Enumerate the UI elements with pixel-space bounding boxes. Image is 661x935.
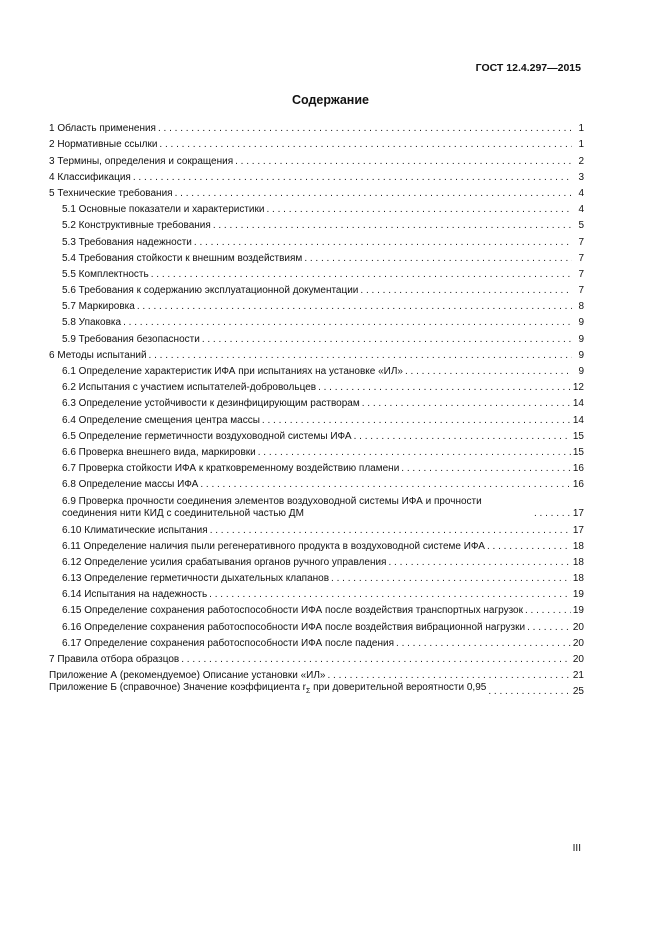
toc-entry-page: 5 bbox=[578, 220, 584, 232]
document-number: ГОСТ 12.4.297—2015 bbox=[475, 62, 581, 74]
toc-entry bbox=[49, 378, 584, 394]
toc-leader-dots bbox=[158, 123, 572, 135]
toc-entry bbox=[49, 200, 584, 216]
toc-entry-title: 1 Область применения bbox=[49, 123, 156, 135]
toc-leader-dots bbox=[388, 557, 570, 569]
toc-entry-page: 15 bbox=[572, 446, 584, 458]
toc-entry-title: 5.8 Упаковка bbox=[62, 317, 122, 329]
toc-leader-dots bbox=[262, 415, 571, 427]
toc-entry bbox=[49, 553, 584, 569]
toc-entry-title: 2 Нормативные ссылки bbox=[49, 139, 158, 151]
toc-leader-dots bbox=[534, 508, 571, 520]
toc-entry bbox=[49, 617, 584, 633]
toc-entry bbox=[49, 249, 584, 265]
toc-entry-page: 4 bbox=[578, 204, 584, 216]
toc-entry bbox=[49, 410, 584, 426]
toc-entry bbox=[49, 491, 584, 520]
toc-entry bbox=[49, 265, 584, 281]
toc-entry-page: 19 bbox=[572, 605, 584, 617]
toc-entry-title: 5.1 Основные показатели и характеристики bbox=[62, 204, 265, 216]
toc-entry bbox=[49, 569, 584, 585]
toc-entry-page: 25 bbox=[572, 686, 584, 698]
toc-entry-title: 5.3 Требования надежности bbox=[62, 236, 192, 248]
toc-entry bbox=[49, 443, 584, 459]
toc-leader-dots bbox=[200, 479, 571, 491]
toc-entry-page: 2 bbox=[578, 155, 584, 167]
toc-entry-page: 14 bbox=[572, 414, 584, 426]
toc-entry-title: 6.13 Определение герметичности дыхательных клапанов bbox=[62, 573, 330, 585]
toc-leader-dots bbox=[194, 237, 572, 249]
toc-entry-page: 17 bbox=[572, 524, 584, 536]
toc-entry-page: 7 bbox=[578, 236, 584, 248]
toc-entry-page: 1 bbox=[578, 123, 584, 135]
toc-entry bbox=[49, 346, 584, 362]
toc-leader-dots bbox=[488, 686, 571, 698]
toc-entry bbox=[49, 537, 584, 553]
toc-entry-page: 9 bbox=[578, 349, 584, 361]
toc-entry bbox=[49, 313, 584, 329]
toc-entry-title: 6.8 Определение массы ИФА bbox=[62, 479, 199, 491]
toc-entry bbox=[49, 634, 584, 650]
toc-entry-page: 16 bbox=[572, 463, 584, 475]
toc-entry bbox=[49, 216, 584, 232]
toc-entry-page: 8 bbox=[578, 301, 584, 313]
toc-entry-title: 6.6 Проверка внешнего вида, маркировки bbox=[62, 446, 256, 458]
toc-entry-title: 5.7 Маркировка bbox=[62, 301, 135, 313]
toc-leader-dots bbox=[213, 220, 572, 232]
toc-entry bbox=[49, 232, 584, 248]
toc-entry-page: 17 bbox=[572, 508, 584, 520]
toc-entry-page: 9 bbox=[578, 366, 584, 377]
toc-entry-page: 3 bbox=[578, 171, 584, 183]
toc-entry-title: 6.3 Определение устойчивости к дезинфицирующим растворам bbox=[62, 398, 360, 410]
toc-entry bbox=[49, 362, 584, 378]
toc-entry-title: Приложение А (рекомендуемое) Описание установки «ИЛ» bbox=[49, 670, 326, 682]
toc-entry bbox=[49, 585, 584, 601]
toc-entry bbox=[49, 650, 584, 666]
toc-leader-dots bbox=[149, 350, 572, 362]
toc-leader-dots bbox=[133, 172, 572, 184]
toc-entry-title: 6.16 Определение сохранения работоспособности ИФА после воздействия вибрационной нагрузки bbox=[62, 621, 526, 633]
toc-entry-title: 6 Методы испытаний bbox=[49, 349, 147, 361]
toc-leader-dots bbox=[527, 622, 571, 634]
toc-entry-title: 6.14 Испытания на надежность bbox=[62, 589, 208, 601]
toc-entry-page: 16 bbox=[572, 479, 584, 491]
toc-entry-page: 15 bbox=[572, 430, 584, 442]
toc-entry bbox=[49, 682, 584, 698]
toc-leader-dots bbox=[210, 525, 571, 537]
toc-entry-title: 5.5 Комплектность bbox=[62, 268, 149, 280]
toc-entry-page: 1 bbox=[578, 139, 584, 151]
toc-entry-page: 14 bbox=[572, 398, 584, 410]
toc-entry-title: 6.9 Проверка прочности соединения элементов воздуховодной системы ИФА и прочности соединения нити КИД с соединительной частью ДМ bbox=[62, 496, 482, 520]
toc-entry bbox=[49, 520, 584, 536]
toc-leader-dots bbox=[487, 541, 571, 553]
toc-leader-dots bbox=[327, 670, 570, 682]
toc-leader-dots bbox=[137, 301, 572, 313]
toc-entry bbox=[49, 297, 584, 313]
toc-leader-dots bbox=[235, 156, 572, 168]
toc-entry-title: Приложение Б (справочное) Значение коэффициента $r_\Sigma$ при доверительной вероятности 0,95 bbox=[49, 682, 487, 696]
toc-leader-dots bbox=[202, 334, 572, 346]
toc-entry bbox=[49, 601, 584, 617]
toc-entry-title: 6.11 Определение наличия пыли регенеративного продукта в воздуховодной системе ИФА bbox=[62, 540, 485, 552]
toc-entry-title: 5.2 Конструктивные требования bbox=[62, 220, 211, 232]
toc-entry-title: 6.10 Климатические испытания bbox=[62, 524, 208, 536]
toc-leader-dots bbox=[258, 447, 571, 459]
toc-entry-page: 18 bbox=[572, 556, 584, 568]
toc-entry-title: 4 Классификация bbox=[49, 171, 131, 183]
toc-entry-page: 18 bbox=[572, 573, 584, 585]
toc-entry-title: 7 Правила отбора образцов bbox=[49, 654, 180, 665]
toc-entry-page: 21 bbox=[572, 670, 584, 682]
toc-entry-page: 20 bbox=[572, 621, 584, 633]
toc-entry-page: 20 bbox=[572, 654, 584, 665]
toc-leader-dots bbox=[209, 589, 571, 601]
toc-leader-dots bbox=[151, 269, 572, 281]
toc-entry-title: 6.17 Определение сохранения работоспособности ИФА после падения bbox=[62, 637, 395, 649]
toc-entry-title: 6.1 Определение характеристик ИФА при испытаниях на установке «ИЛ» bbox=[62, 366, 403, 377]
toc-entry-title: 6.5 Определение герметичности воздуховодной системы ИФА bbox=[62, 430, 352, 442]
toc-entry-page: 12 bbox=[572, 382, 584, 394]
toc-leader-dots bbox=[360, 285, 572, 297]
toc-leader-dots bbox=[266, 204, 572, 216]
toc-entry bbox=[49, 184, 584, 200]
toc-leader-dots bbox=[123, 317, 572, 329]
toc-entry bbox=[49, 666, 584, 682]
toc-entry-title: 5.6 Требования к содержанию эксплуатационной документации bbox=[62, 285, 359, 297]
toc-leader-dots bbox=[401, 463, 571, 475]
toc-entry-title: 5.4 Требования стойкости к внешним воздействиям bbox=[62, 252, 303, 264]
page-title: Содержание bbox=[291, 93, 369, 107]
toc-entry bbox=[49, 459, 584, 475]
toc-leader-dots bbox=[331, 573, 571, 585]
toc-leader-dots bbox=[525, 605, 571, 617]
toc-entry-title: 5 Технические требования bbox=[49, 187, 173, 199]
toc-entry-title: 6.15 Определение сохранения работоспособности ИФА после воздействия транспортных нагрузок bbox=[62, 605, 523, 617]
toc-entry-page: 19 bbox=[572, 589, 584, 601]
toc-entry bbox=[49, 427, 584, 443]
toc-leader-dots bbox=[318, 382, 571, 394]
toc-leader-dots bbox=[396, 638, 571, 650]
toc-entry-page: 7 bbox=[578, 285, 584, 297]
toc-entry-title: 6.4 Определение смещения центра массы bbox=[62, 414, 260, 426]
toc-entry-title: 5.9 Требования безопасности bbox=[62, 333, 200, 345]
page-number: III bbox=[572, 843, 581, 854]
toc-entry bbox=[49, 168, 584, 184]
toc-leader-dots bbox=[159, 139, 572, 151]
toc-entry-title: 6.2 Испытания с участием испытателей-добровольцев bbox=[62, 382, 317, 394]
toc-entry-page: 20 bbox=[572, 637, 584, 649]
toc-leader-dots bbox=[181, 654, 571, 666]
toc-entry bbox=[49, 394, 584, 410]
toc-entry-page: 4 bbox=[578, 187, 584, 199]
toc-entry bbox=[49, 281, 584, 297]
toc-entry bbox=[49, 329, 584, 345]
toc-leader-dots bbox=[354, 431, 571, 443]
toc-entry-page: 18 bbox=[572, 540, 584, 552]
toc-leader-dots bbox=[362, 398, 571, 410]
table-of-contents bbox=[49, 119, 584, 698]
toc-entry bbox=[49, 475, 584, 491]
toc-entry bbox=[49, 119, 584, 135]
toc-entry-title: 6.7 Проверка стойкости ИФА к кратковременному воздействию пламени bbox=[62, 463, 400, 475]
toc-entry-title: 3 Термины, определения и сокращения bbox=[49, 155, 234, 167]
toc-entry-page: 7 bbox=[578, 268, 584, 280]
toc-entry bbox=[49, 135, 584, 151]
toc-leader-dots bbox=[304, 253, 572, 265]
toc-entry-page: 7 bbox=[578, 252, 584, 264]
toc-entry bbox=[49, 151, 584, 167]
toc-entry-page: 9 bbox=[578, 333, 584, 345]
toc-leader-dots bbox=[175, 188, 572, 200]
toc-entry-title: 6.12 Определение усилия срабатывания органов ручного управления bbox=[62, 556, 387, 568]
toc-entry-page: 9 bbox=[578, 317, 584, 329]
toc-leader-dots bbox=[405, 366, 572, 378]
